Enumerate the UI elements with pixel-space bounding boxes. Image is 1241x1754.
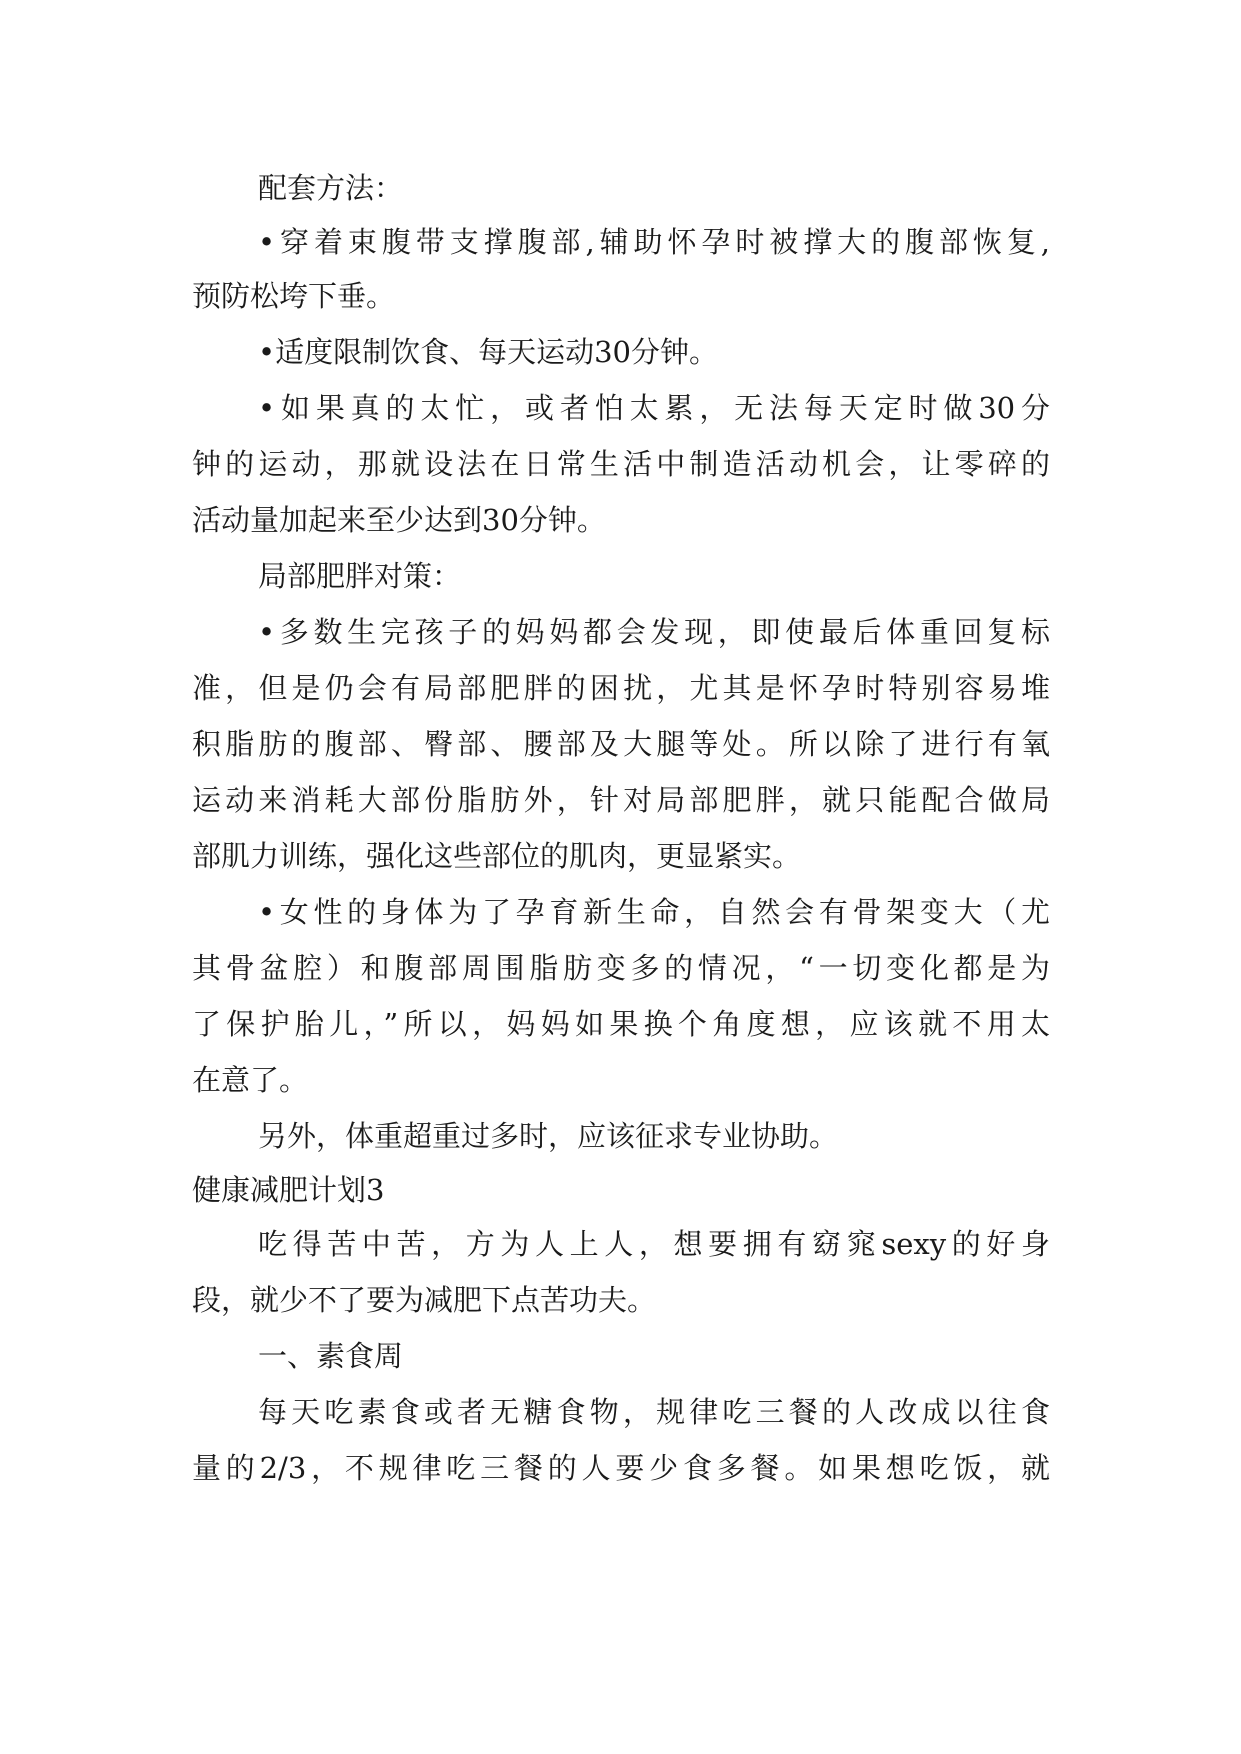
paragraph-line: •穿着束腹带支撑腹部,辅助怀孕时被撑大的腹部恢复, [258,225,1050,259]
paragraph-line: 吃得苦中苦，方为人上人，想要拥有窈窕sexy的好身 [258,1227,1050,1261]
paragraph-line: •适度限制饮食、每天运动30分钟。 [258,335,719,369]
paragraph-line: 另外，体重超重过多时，应该征求专业协助。 [258,1119,839,1153]
paragraph-line: •女性的身体为了孕育新生命，自然会有骨架变大（尤 [258,895,1050,929]
subsection-heading: 一、素食周 [258,1339,404,1373]
section-heading-local-fat: 局部肥胖对策： [258,559,462,593]
paragraph-line: 其骨盆腔）和腹部周围脂肪变多的情况，“一切变化都是为 [192,951,1050,985]
paragraph-line: 钟的运动，那就设法在日常生活中制造活动机会，让零碎的 [192,447,1050,481]
paragraph-line: 部肌力训练，强化这些部位的肌肉，更显紧实。 [192,839,802,873]
paragraph-line: 了保护胎儿，”所以，妈妈如果换个角度想，应该就不用太 [192,1007,1050,1041]
paragraph-line: 在意了。 [192,1063,309,1097]
paragraph-line: •如果真的太忙，或者怕太累，无法每天定时做30分 [258,391,1050,425]
paragraph-line: 预防松垮下垂。 [192,279,396,313]
paragraph-line: 每天吃素食或者无糖食物，规律吃三餐的人改成以往食 [258,1395,1050,1429]
paragraph-line: 准，但是仍会有局部肥胖的困扰，尤其是怀孕时特别容易堆 [192,671,1050,705]
paragraph-line: 积脂肪的腹部、臀部、腰部及大腿等处。所以除了进行有氧 [192,727,1050,761]
paragraph-line: •多数生完孩子的妈妈都会发现，即使最后体重回复标 [258,615,1050,649]
paragraph-line: 量的2/3，不规律吃三餐的人要少食多餐。如果想吃饭，就 [192,1451,1050,1485]
section-heading-methods: 配套方法： [258,171,404,205]
section-title: 健康减肥计划3 [192,1173,385,1207]
paragraph-line: 段，就少不了要为减肥下点苦功夫。 [192,1283,657,1317]
paragraph-line: 运动来消耗大部份脂肪外，针对局部肥胖，就只能配合做局 [192,783,1050,817]
paragraph-line: 活动量加起来至少达到30分钟。 [192,503,606,537]
